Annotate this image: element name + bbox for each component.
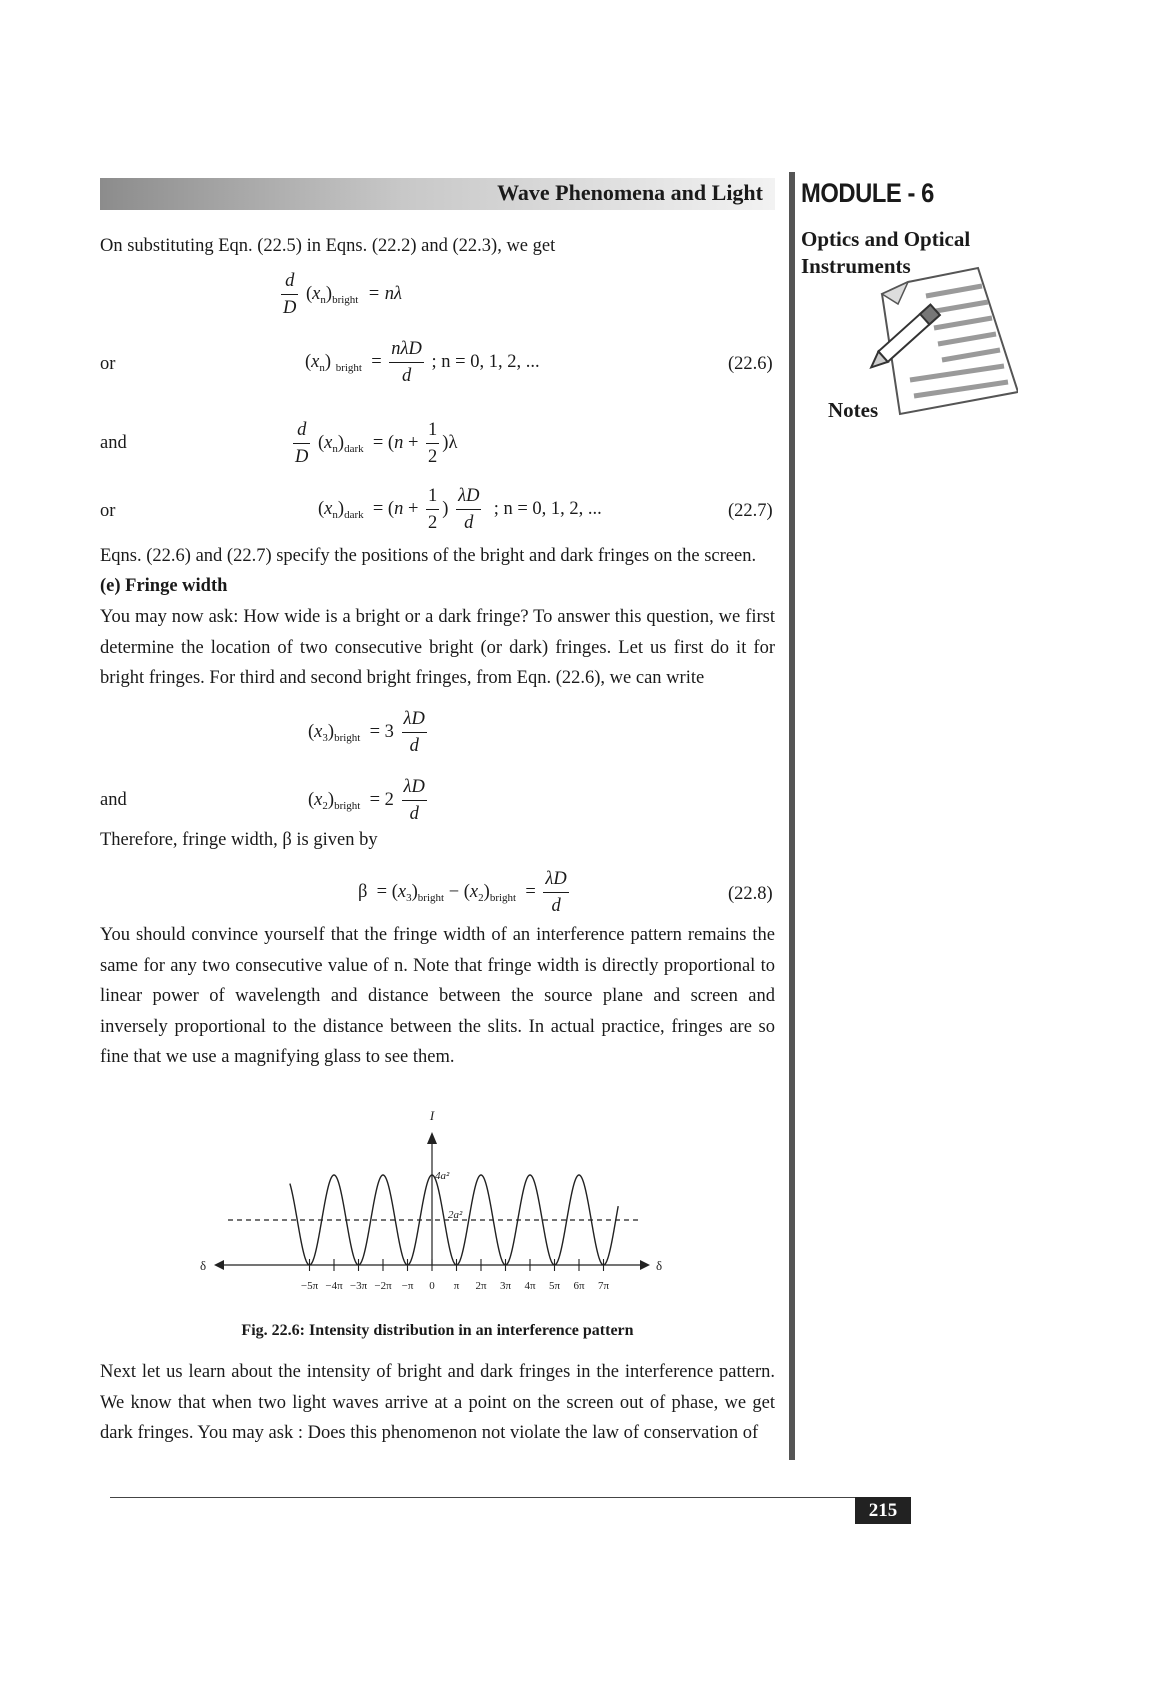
therefore-line: Therefore, fringe width, β is given by [100,830,378,850]
x-tick-label: −2π [374,1280,392,1292]
intro-line: On substituting Eqn. (22.5) in Eqns. (22.2) and (22.3), we get [100,236,556,256]
x-tick-label: −4π [325,1280,343,1292]
intensity-figure [200,1098,670,1298]
x-tick-label: −3π [349,1280,368,1292]
fringe-paragraph: You may now ask: How wide is a bright or a dark fringe? To answer this question, we first determine the location of two consecutive bright (or dark) fringes. Let us first do it for bright fringes. For third and second bright fringes, from Eqn. (22.6), we can write [100,607,775,688]
y-axis-arrow [427,1132,437,1144]
or-label-2: or [100,501,116,521]
x-tick-label: 5π [548,1280,561,1292]
y-axis-label: I [429,1108,435,1123]
max-intensity-label: 4a² [435,1170,450,1182]
equation-22-6: $(x_n) _{bright}$ = $\frac{\text{nλD}}{d}$ ; n = 0, 1, 2, ... [305,336,540,389]
x-tick-label: −π [401,1280,414,1292]
sidebar-divider [789,172,795,1460]
x-axis-right-arrow [640,1260,650,1270]
eq-half-lambda: )λ [442,432,458,453]
module-subtitle: Optics and Optical Instruments [801,227,971,278]
eq-n-values-2: ; n = 0, 1, 2, ... [493,498,602,519]
eq-two: = 2 [369,789,394,810]
mean-intensity-label: 2a² [448,1209,463,1221]
positions-sentence: Eqns. (22.6) and (22.7) specify the positions of the bright and dark fringes on the screen. [100,546,757,566]
eq-three: = 3 [369,721,394,742]
footer-rule [110,1497,910,1498]
convince-paragraph: You should convince yourself that the fringe width of an interference pattern remains the same for any two consecutive value of n. Note that fringe width is directly proportional to linear power of wavelength and distance between the source plane and screen and inversely proportional to the distance between the slits. In actual practice, fringes are so fine that we use a magnifying glass to see them. [100,925,775,1067]
x-tick-label: 0 [429,1280,435,1292]
header-bar [100,178,775,210]
eqno-22-6: (22.6) [728,354,773,374]
equation-dark-condition: $\frac{d}{D}$ $(x_n)_{dark} = (n$ + $\frac{1}{2}$ )λ [290,417,457,470]
x-tick-label: 7π [597,1280,610,1292]
equation-x2-bright: $(x_2)_{bright} = 2$ $\frac{\lambda D}{d}$ [308,774,430,827]
x-tick-label: π [453,1280,460,1292]
equation-x3-bright: $(x_3)_{bright} = 3$ $\frac{\lambda D}{d}$ [308,706,430,759]
notes-label: Notes [828,398,879,422]
equation-bright-condition: $\frac{d}{D}$ $(x_n)_{bright} = n\lambda$ [278,268,402,321]
x-tick-label: −5π [300,1280,319,1292]
page-number: 215 [855,1497,911,1524]
equation-22-7: $(x_n)_{dark} = (n$ + $\frac{1}{2}$ ) $\frac{\lambda D}{d}$ ; n = 0, 1, 2, ... [318,483,602,536]
next-paragraph: Next let us learn about the intensity of bright and dark fringes in the interference pattern. We know that when two light waves arrive at a point on the screen out of phase, we get dark fringes. You may ask : Does this phenomenon not violate the law of conservation of [100,1362,775,1443]
notes-pencil-icon [868,262,1018,420]
eqno-22-8: (22.8) [728,884,773,904]
section-heading: (e) Fringe width [100,576,228,596]
or-label-1: or [100,354,116,374]
and-label-1: and [100,433,127,453]
x-tick-label: 4π [524,1280,536,1292]
running-title: Wave Phenomena and Light [497,180,763,205]
x-tick-label: 3π [499,1280,512,1292]
x-axis-label-left: δ [200,1258,207,1273]
eq-n-lambda: = nλ [367,283,402,304]
module-label: MODULE - 6 [801,178,934,208]
eqno-22-7: (22.7) [728,501,773,521]
and-label-2: and [100,790,127,810]
x-axis-left-arrow [214,1260,224,1270]
eq-n-values-1: ; n = 0, 1, 2, ... [431,351,540,372]
equation-22-8: $\beta = (x_3)_{bright} - (x_2)_{bright}$ = $\frac{\lambda D}{d}$ [358,866,572,919]
figure-caption: Fig. 22.6: Intensity distribution in an interference pattern [241,1322,634,1339]
x-tick-label: 6π [573,1280,585,1292]
x-tick-label: 2π [475,1280,487,1292]
x-axis-label-right: δ [656,1258,663,1273]
